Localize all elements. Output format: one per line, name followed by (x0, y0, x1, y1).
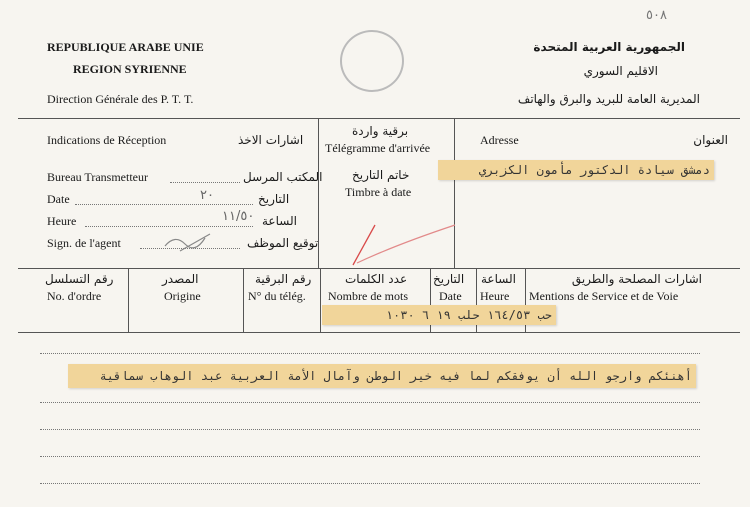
stamp-label: Timbre à date (345, 185, 412, 199)
field-date-label-ar: التاريخ (258, 192, 290, 206)
agent-signature (160, 226, 220, 256)
header-direction-ar: المديرية العامة للبريد والبرق والهاتف (517, 92, 700, 106)
msg-line-5 (40, 483, 700, 484)
col-div-2 (243, 268, 244, 332)
telegram-label-ar: برقية واردة (352, 124, 409, 138)
field-sign-label-ar: توقيع الموظف (247, 236, 319, 250)
adresse-label: Adresse (480, 133, 519, 147)
col-mots-ar: عدد الكلمات (345, 272, 408, 286)
msg-line-1 (40, 353, 700, 354)
red-mark (345, 205, 465, 275)
col-ordre: No. d'ordre (47, 289, 102, 303)
indications-label: Indications de Réception (47, 133, 167, 147)
adresse-label-ar: العنوان (693, 133, 728, 147)
col-mentions: Mentions de Service et de Voie (529, 289, 679, 303)
corner-note: ٥٠٨ (646, 8, 667, 23)
msg-line-4 (40, 456, 700, 457)
col-div-1 (128, 268, 129, 332)
address-strip: دمشق سيادة الدكتور مأمون الكزبري (438, 160, 714, 180)
col-date: Date (439, 289, 462, 303)
field-bureau-line (170, 182, 240, 183)
stamp-label-ar: خاتم التاريخ (352, 168, 410, 182)
table-values-strip: حب ١٦٤/٥٣ حلب ١٩ ٦ ١٠٣٠ (322, 305, 556, 325)
telegram-label: Télégramme d'arrivée (325, 141, 431, 155)
field-heure-label-ar: الساعة (262, 214, 297, 228)
field-bureau-label: Bureau Transmetteur (47, 170, 148, 184)
col-teleg: N° du télég. (248, 289, 306, 303)
col-origine: Origine (164, 289, 201, 303)
col-div-3 (320, 268, 321, 332)
col-origine-ar: المصدر (162, 272, 199, 286)
message-strip: أهنئكم وارجو الله أن يوفقكم لما فيه خير الوطن وآمال الأمة العربية عبد الوهاب سماقية (68, 364, 696, 388)
postmark-stamp (340, 30, 404, 92)
col-ordre-ar: رقم التسلسل (45, 272, 114, 286)
table-top-rule (18, 268, 740, 269)
field-bureau-label-ar: المكتب المرسل (243, 170, 323, 184)
col-teleg-ar: رقم البرقية (255, 272, 312, 286)
col-heure: Heure (480, 289, 510, 303)
col-mots: Nombre de mots (328, 289, 408, 303)
header-region-ar: الاقليم السوري (583, 64, 658, 78)
header-republic: REPUBLIQUE ARABE UNIE (47, 40, 204, 54)
header-direction: Direction Générale des P. T. T. (47, 92, 194, 106)
header-republic-ar: الجمهورية العربية المتحدة (533, 40, 685, 54)
indications-label-ar: اشارات الاخذ (238, 133, 304, 147)
col-heure-ar: الساعة (481, 272, 516, 286)
field-date-value: ٢٠ (200, 188, 214, 203)
field-heure-label: Heure (47, 214, 77, 228)
field-date-line (75, 204, 253, 205)
header-region: REGION SYRIENNE (73, 62, 187, 76)
field-date-label: Date (47, 192, 70, 206)
field-heure-value: ١١/٥٠ (222, 209, 255, 224)
top-rule (18, 118, 740, 119)
table-bottom-rule (18, 332, 740, 333)
msg-line-3 (40, 429, 700, 430)
field-sign-label: Sign. de l'agent (47, 236, 121, 250)
col-date-ar: التاريخ (433, 272, 465, 286)
col-mentions-ar: اشارات المصلحة والطريق (571, 272, 702, 286)
msg-line-2 (40, 402, 700, 403)
